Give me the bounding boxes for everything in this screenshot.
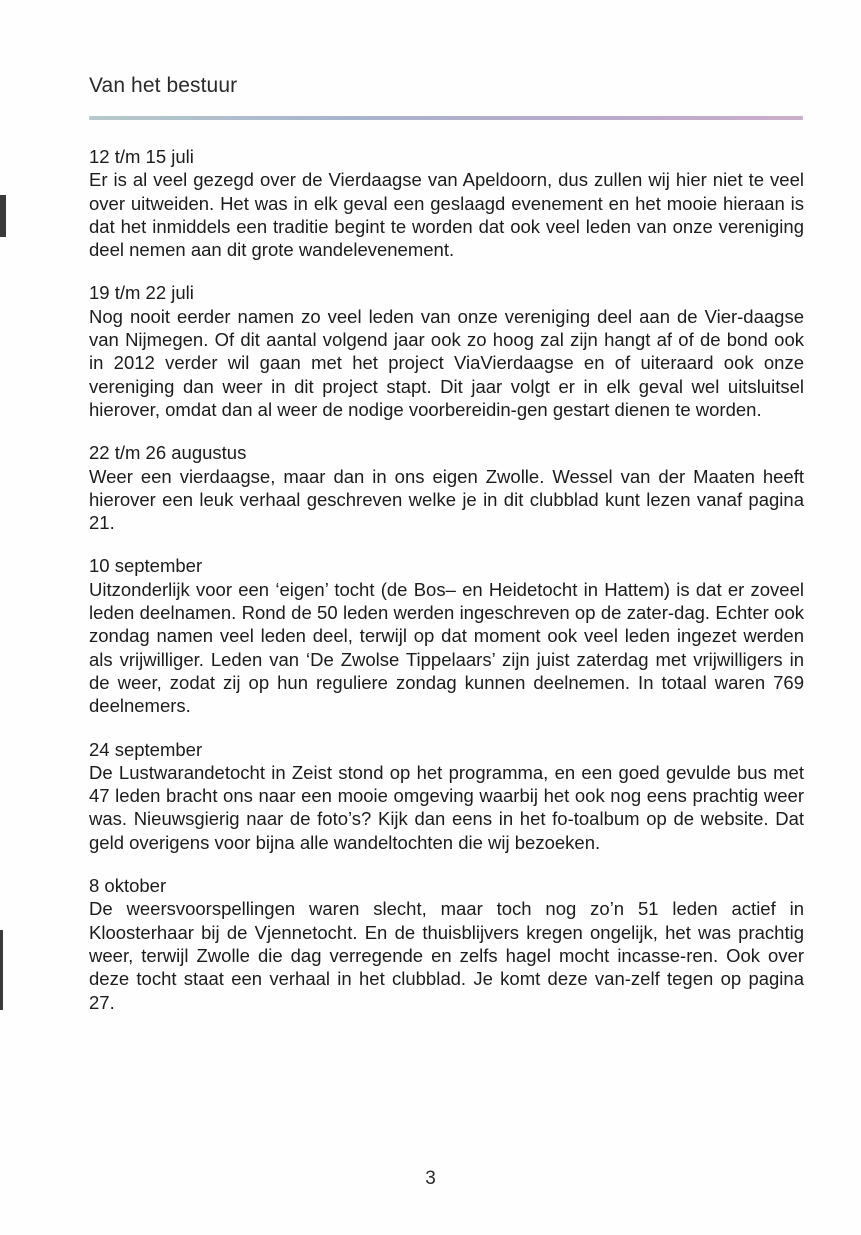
article-body [89, 145, 804, 1034]
page-header-title: Van het bestuur [89, 74, 238, 97]
section-text: Er is al veel gezegd over de Vierdaagse van Apeldoorn, dus zullen wij hier niet te veel over uitweiden. Het was in elk geval een geslaagd evenement en het mooie hieraan is dat het inmiddels een traditie begint te worden dat ook veel leden van onze vereniging deel nemen aan dit grote wandelevenement. [89, 169, 804, 261]
scan-edge-mark [0, 930, 3, 1010]
section-title: 19 t/m 22 juli [89, 282, 194, 304]
section-text: Nog nooit eerder namen zo veel leden van onze vereniging deel aan de Vier-daagse van Nijmegen. Of dit aantal volgend jaar ook zo hoog zal zijn hangt af of de bond ook in 2012 verder wil gaan met het project ViaVierdaagse en of uiteraard ook onze vereniging dan weer in dit project stapt. Dit jaar volgt er in elk geval wel uitsluitsel hierover, omdat dan al weer de nodige voorbereidin-gen gestart dienen te worden. [89, 305, 804, 420]
section-24-september [89, 738, 804, 854]
section-title: 10 september [89, 555, 203, 577]
section-text: De weersvoorspellingen waren slecht, maar toch nog zo’n 51 leden actief in Kloosterhaar bij de Vjennetocht. En de thuisblijvers kregen ongelijk, het was prachtig weer, terwijl Zwolle die dag verregende en zelfs hagel mocht incasse-ren. Ook over deze tocht staat een verhaal in het clubblad. Je komt deze van-zelf tegen op pagina 27. [89, 898, 804, 1013]
section-title: 8 oktober [89, 875, 167, 897]
section-10-september [89, 554, 804, 717]
section-title: 12 t/m 15 juli [89, 146, 194, 167]
section-title: 22 t/m 26 augustus [89, 442, 247, 464]
section-12-15-juli [89, 145, 804, 261]
section-text: De Lustwarandetocht in Zeist stond op het programma, en een goed gevulde bus met 47 leden bracht ons naar een mooie omgeving waarbij het ook nog eens prachtig weer was. Nieuwsgierig naar de foto’s? Kijk dan eens in het fo-toalbum op de website. Dat geld overigens voor bijna alle wandeltochten die wij bezoeken. [89, 761, 804, 853]
scan-edge-mark [0, 195, 6, 237]
header-divider [89, 116, 803, 120]
section-title: 24 september [89, 738, 203, 760]
section-text: Weer een vierdaagse, maar dan in ons eigen Zwolle. Wessel van der Maaten heeft hierover een leuk verhaal geschreven welke je in dit clubblad kunt lezen vanaf pagina 21. [89, 465, 804, 534]
section-text: Uitzonderlijk voor een ‘eigen’ tocht (de Bos– en Heidetocht in Hattem) is dat er zoveel leden deelnamen. Rond de 50 leden werden ingeschreven op de zater-dag. Echter ook zondag namen veel leden deel, terwijl op dat moment ook veel leden ingezet werden als vrijwilliger. Leden van ‘De Zwolse Tippelaars’ zijn juist zaterdag met vrijwilligers in de weer, zodat zij op hun reguliere zondag kunnen deelnemen. In totaal waren 769 deelnemers. [89, 578, 804, 717]
section-8-oktober [89, 874, 804, 1014]
section-22-26-augustus [89, 441, 804, 534]
page-number: 3 [425, 1168, 436, 1189]
section-19-22-juli [89, 281, 804, 421]
